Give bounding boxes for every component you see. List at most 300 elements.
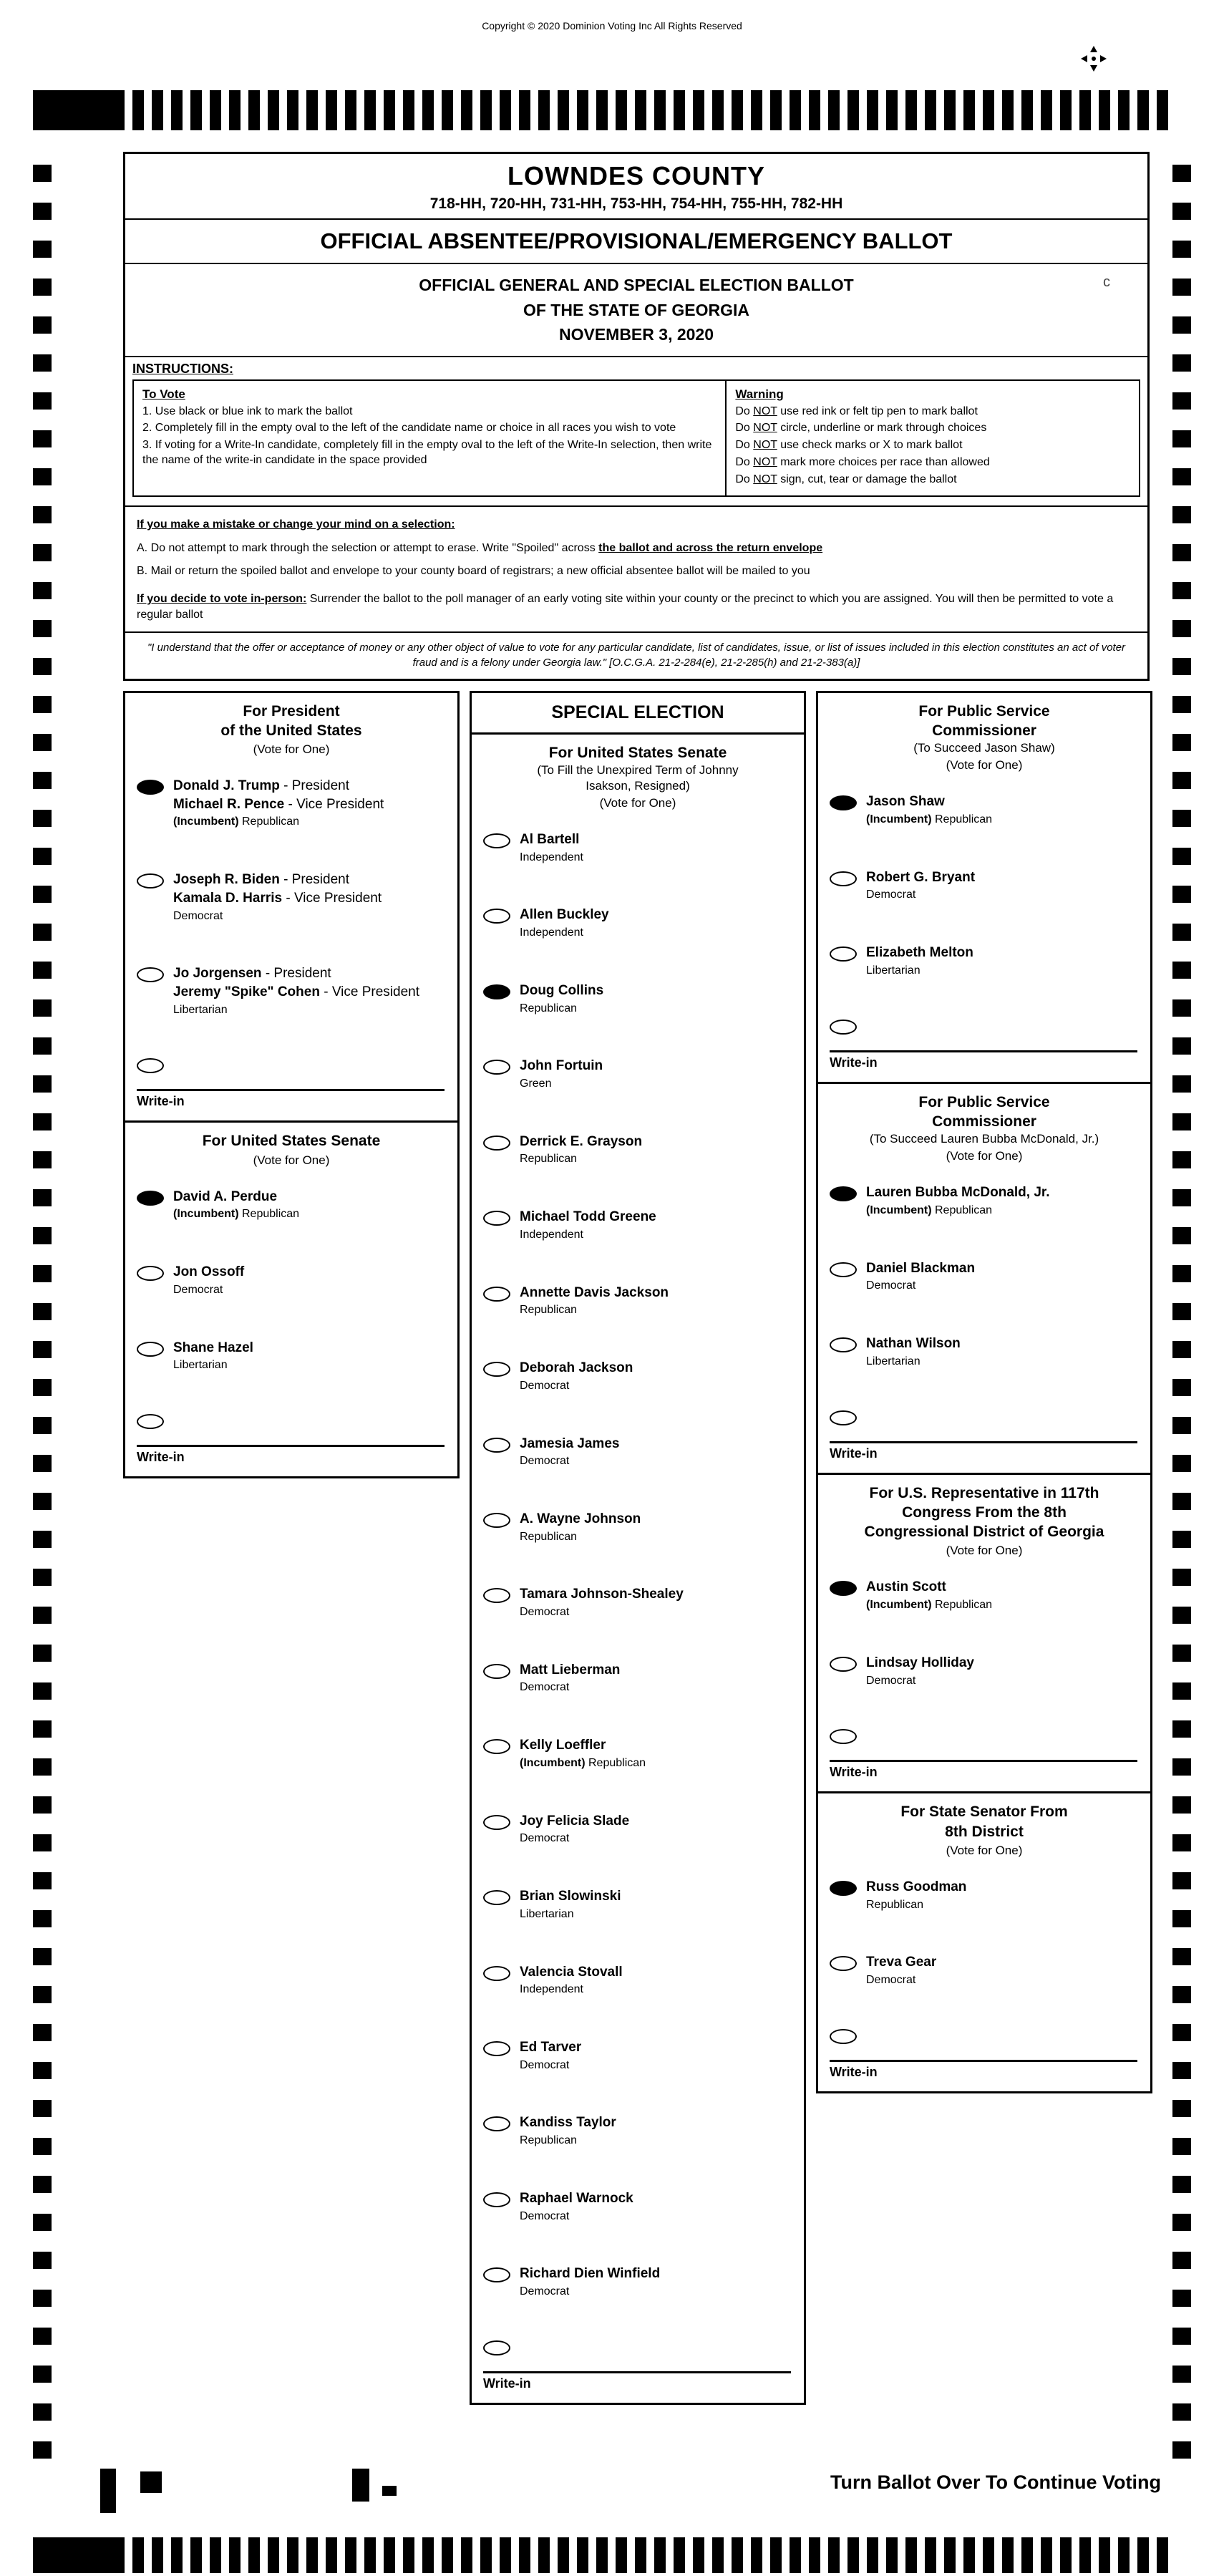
timing-mark <box>1118 2537 1130 2573</box>
timing-mark <box>33 1531 52 1548</box>
timing-mark <box>422 90 434 130</box>
candidate-oval[interactable] <box>830 946 857 962</box>
timing-mark <box>1172 544 1191 561</box>
timing-mark <box>1172 886 1191 903</box>
candidate-oval-filled[interactable] <box>830 1186 857 1201</box>
timing-mark <box>1172 354 1191 372</box>
candidate-oval[interactable] <box>483 1136 510 1151</box>
write-in-line[interactable] <box>830 1441 1137 1443</box>
timing-mark <box>33 2024 52 2041</box>
timing-mark <box>1172 2100 1191 2117</box>
candidate-name-line: Al Bartell <box>520 832 580 848</box>
timing-mark <box>152 2537 163 2573</box>
candidate-text <box>173 1188 299 1222</box>
timing-mark <box>944 2537 956 2573</box>
race-title-line: For United States Senate <box>548 744 727 761</box>
turn-ballot-over-text: Turn Ballot Over To Continue Voting <box>830 2471 1161 2493</box>
timing-mark <box>33 1417 52 1434</box>
candidate-option <box>830 868 1145 903</box>
candidate-party-line: Democrat <box>520 1379 570 1392</box>
candidate-option <box>137 1188 452 1222</box>
warning-title: Warning <box>735 387 784 401</box>
candidate-oval[interactable] <box>137 1266 164 1281</box>
timing-mark <box>558 2537 569 2573</box>
candidate-oval[interactable] <box>830 1262 857 1277</box>
timing-mark <box>1172 468 1191 485</box>
timing-mark <box>712 90 724 130</box>
candidate-name-line: Joseph R. Biden - President <box>173 872 350 888</box>
candidate-oval-filled[interactable] <box>830 1881 857 1896</box>
candidate-oval[interactable] <box>830 1337 857 1352</box>
candidate-text <box>866 1654 974 1688</box>
candidate-text <box>520 1736 646 1771</box>
timing-mark <box>558 90 569 130</box>
timing-mark <box>519 2537 530 2573</box>
timing-mark <box>33 1227 52 1244</box>
write-in-line[interactable] <box>483 2371 791 2373</box>
candidate-oval[interactable] <box>137 967 164 982</box>
candidate-text <box>520 1661 620 1695</box>
instructions-label: INSTRUCTIONS: <box>132 361 233 376</box>
registration-crosshair-icon <box>1079 44 1108 73</box>
candidate-oval-filled[interactable] <box>830 795 857 810</box>
timing-mark <box>306 2537 318 2573</box>
races-area <box>123 691 1150 2405</box>
timing-mark <box>132 2537 144 2573</box>
candidate-name-line: Jo Jorgensen - President <box>173 966 331 982</box>
timing-mark <box>33 1758 52 1776</box>
candidate-oval[interactable] <box>483 2267 510 2282</box>
candidate-oval[interactable] <box>830 1657 857 1672</box>
race-box <box>123 1120 460 1478</box>
timing-mark <box>33 620 52 637</box>
warning-item: Do NOT circle, underline or mark through choices <box>735 422 987 435</box>
candidate-text <box>866 1259 975 1294</box>
candidate-name-line: Matt Lieberman <box>520 1662 621 1677</box>
candidate-party-line: Democrat <box>520 2209 570 2222</box>
candidate-oval[interactable] <box>483 1739 510 1754</box>
candidate-oval[interactable] <box>483 1060 510 1075</box>
candidate-oval[interactable] <box>483 1588 510 1603</box>
timing-mark <box>210 90 221 130</box>
race-title-line: Congress From the 8th <box>902 1504 1067 1521</box>
timing-mark <box>1137 90 1149 130</box>
timing-mark <box>963 2537 975 2573</box>
timing-mark <box>364 2537 376 2573</box>
timing-mark <box>33 316 52 334</box>
candidate-oval-filled[interactable] <box>830 1581 857 1596</box>
timing-mark <box>732 90 743 130</box>
candidate-text <box>520 1208 656 1242</box>
candidate-oval-filled[interactable] <box>137 1191 164 1206</box>
to-vote-cell <box>134 381 727 495</box>
timing-mark <box>33 1151 52 1168</box>
timing-mark <box>33 392 52 410</box>
ballot-title: OFFICIAL ABSENTEE/PROVISIONAL/EMERGENCY BALLOT <box>125 218 1147 263</box>
timing-mark <box>33 886 52 903</box>
candidate-party-line: Independent <box>520 1983 583 1996</box>
candidate-name-line: Derrick E. Grayson <box>520 1133 643 1149</box>
candidate-name-line: Jason Shaw <box>866 794 945 810</box>
instructions-section <box>125 356 1147 505</box>
candidate-name-line: Kelly Loeffler <box>520 1738 606 1753</box>
candidate-text <box>173 777 384 830</box>
timing-mark <box>33 2328 52 2345</box>
candidate-name-line: Austin Scott <box>866 1579 946 1595</box>
candidate-oval[interactable] <box>483 1966 510 1981</box>
timing-mark <box>538 2537 550 2573</box>
candidate-name-line: Raphael Warnock <box>520 2190 633 2206</box>
candidate-party-line: Democrat <box>866 888 916 901</box>
ballot-column-1 <box>123 691 460 1478</box>
ballot-content <box>123 152 1150 2405</box>
timing-mark <box>33 2138 52 2155</box>
timing-mark <box>1172 241 1191 258</box>
write-in-oval-row <box>137 1414 446 1429</box>
timing-mark <box>1172 165 1191 182</box>
timing-mark <box>1172 1910 1191 1927</box>
timing-mark <box>1172 1417 1191 1434</box>
candidate-party-line: Libertarian <box>173 1003 228 1016</box>
candidate-oval[interactable] <box>483 1664 510 1679</box>
timing-mark <box>480 2537 492 2573</box>
race-header <box>818 1084 1150 1170</box>
election-title-section <box>125 263 1147 356</box>
timing-mark <box>210 2537 221 2573</box>
candidate-party-line: Republican <box>520 2134 578 2147</box>
timing-mark <box>1172 2290 1191 2307</box>
write-in-oval[interactable] <box>830 1020 857 1035</box>
timing-mark <box>1172 1037 1191 1055</box>
candidate-text <box>520 982 603 1016</box>
candidate-text <box>520 2265 660 2299</box>
candidate-name-line: Donald J. Trump - President <box>173 778 350 794</box>
write-in-section <box>818 1729 1150 1791</box>
timing-mark <box>33 2252 52 2269</box>
election-title-line: NOVEMBER 3, 2020 <box>558 325 714 344</box>
timing-mark <box>33 90 125 130</box>
candidate-name-line: Ed Tarver <box>520 2040 582 2056</box>
candidate-oval[interactable] <box>137 1342 164 1357</box>
write-in-line[interactable] <box>830 2060 1137 2062</box>
mistake-section <box>125 505 1147 631</box>
race-box <box>816 1473 1152 1794</box>
candidate-text <box>866 1953 936 1987</box>
race-subtitle-line: (To Succeed Lauren Bubba McDonald, Jr.) <box>869 1132 1099 1146</box>
timing-mark <box>171 90 183 130</box>
timing-mark <box>384 90 395 130</box>
timing-mark <box>306 90 318 130</box>
timing-mark <box>33 279 52 296</box>
candidate-oval-filled[interactable] <box>137 780 164 795</box>
candidate-oval[interactable] <box>483 2192 510 2207</box>
candidate-oval[interactable] <box>483 833 510 848</box>
timing-mark <box>1172 2328 1191 2345</box>
candidate-party-line: (Incumbent) Republican <box>520 1756 646 1769</box>
write-in-label: Write-in <box>830 2064 878 2079</box>
candidate-text <box>520 2038 581 2073</box>
candidate-party-line: Independent <box>520 926 583 939</box>
timing-mark <box>1172 848 1191 865</box>
timing-mark <box>33 165 52 182</box>
timing-mark <box>1172 1645 1191 1662</box>
timing-mark <box>171 2537 183 2573</box>
candidate-oval[interactable] <box>483 1287 510 1302</box>
orientation-mark <box>352 2469 369 2502</box>
candidate-text <box>520 1585 684 1619</box>
timing-mark <box>33 2290 52 2307</box>
candidate-oval[interactable] <box>830 1956 857 1971</box>
warning-item: Do NOT use red ink or felt tip pen to mark ballot <box>735 405 978 417</box>
timing-mark <box>403 90 414 130</box>
candidate-party-line: Democrat <box>520 1681 570 1694</box>
candidate-list <box>125 762 457 1017</box>
timing-mark <box>1172 1227 1191 1244</box>
timing-mark <box>1172 924 1191 941</box>
candidate-option <box>483 1359 798 1393</box>
candidate-option <box>137 964 452 1017</box>
timing-mark <box>1172 1607 1191 1624</box>
candidate-party-line: Democrat <box>173 909 223 922</box>
timing-mark <box>847 90 859 130</box>
timing-mark <box>1137 2537 1149 2573</box>
timing-mark <box>33 1720 52 1738</box>
timing-marks-right <box>1172 165 1191 2479</box>
candidate-party-line: Democrat <box>520 1832 570 1845</box>
timing-mark <box>33 2062 52 2079</box>
write-in-section <box>125 1414 457 1476</box>
orientation-mark <box>100 2469 116 2513</box>
write-in-oval[interactable] <box>830 1410 857 1425</box>
candidate-oval[interactable] <box>483 2116 510 2131</box>
in-person-paragraph: If you decide to vote in-person: Surrender the ballot to the poll manager of an early voting site within your county or the precinct to which you are assigned. You will then be permitted to vote a regular ballot <box>137 593 1114 621</box>
candidate-text <box>866 1183 1050 1218</box>
candidate-name-line: Lindsay Holliday <box>866 1655 974 1670</box>
timing-mark <box>33 1872 52 1889</box>
race-header <box>125 1123 457 1173</box>
timing-mark <box>480 90 492 130</box>
race-box <box>123 691 460 1123</box>
timing-mark <box>886 2537 898 2573</box>
vote-for-label: (Vote for One) <box>253 1153 330 1167</box>
candidate-name-line: Elizabeth Melton <box>866 945 973 961</box>
candidate-party-line: Independent <box>520 1228 583 1241</box>
timing-mark <box>33 2366 52 2383</box>
candidate-name-line: Daniel Blackman <box>866 1260 976 1276</box>
candidate-text <box>866 944 973 978</box>
timing-mark <box>1172 658 1191 675</box>
candidate-party-line: Democrat <box>173 1283 223 1296</box>
write-in-line[interactable] <box>830 1760 1137 1762</box>
timing-marks-top <box>33 90 1194 130</box>
timing-mark <box>33 734 52 751</box>
timing-mark <box>867 90 878 130</box>
candidate-oval[interactable] <box>483 1362 510 1377</box>
candidate-text <box>520 1359 633 1393</box>
candidate-option <box>483 2265 798 2299</box>
timing-mark <box>1172 999 1191 1017</box>
candidate-option <box>483 2038 798 2073</box>
timing-mark <box>461 2537 472 2573</box>
candidate-oval[interactable] <box>483 909 510 924</box>
warning-item: Do NOT mark more choices per race than allowed <box>735 455 990 468</box>
timing-mark <box>1172 1341 1191 1358</box>
race-header <box>818 693 1150 779</box>
candidate-name-line: Valencia Stovall <box>520 1964 623 1980</box>
timing-mark <box>790 90 801 130</box>
warning-cell <box>727 381 1139 495</box>
timing-mark <box>1172 392 1191 410</box>
write-in-oval[interactable] <box>483 2340 510 2355</box>
timing-mark <box>33 2403 52 2421</box>
timing-mark <box>33 1986 52 2003</box>
timing-mark <box>33 241 52 258</box>
write-in-label: Write-in <box>137 1449 185 1464</box>
timing-mark <box>442 2537 453 2573</box>
timing-mark <box>326 90 337 130</box>
mistake-item-a: A. Do not attempt to mark through the selection or attempt to erase. Write "Spoiled" across the ballot and across the return envelope <box>137 542 823 555</box>
warning-item: Do NOT sign, cut, tear or damage the ballot <box>735 473 957 485</box>
timing-mark <box>1172 2366 1191 2383</box>
timing-mark <box>248 90 260 130</box>
timing-mark <box>33 203 52 220</box>
write-in-label: Write-in <box>830 1055 878 1070</box>
timing-mark <box>33 1379 52 1396</box>
orientation-mark <box>140 2471 162 2493</box>
write-in-oval[interactable] <box>137 1058 164 1073</box>
timing-mark <box>403 2537 414 2573</box>
candidate-oval[interactable] <box>483 1211 510 1226</box>
write-in-section <box>818 1410 1150 1473</box>
timing-mark <box>1172 2138 1191 2155</box>
candidate-option <box>483 1133 798 1167</box>
candidate-option <box>483 2189 798 2224</box>
timing-mark <box>33 1796 52 1814</box>
timing-mark <box>596 90 608 130</box>
timing-mark <box>33 658 52 675</box>
timing-mark <box>1172 2252 1191 2269</box>
candidate-name-line: Lauren Bubba McDonald, Jr. <box>866 1185 1050 1201</box>
timing-mark <box>1172 1075 1191 1093</box>
timing-mark <box>1172 810 1191 827</box>
candidate-party-line: Democrat <box>866 1279 916 1292</box>
timing-mark <box>1157 2537 1168 2573</box>
timing-mark <box>809 2537 820 2573</box>
write-in-oval[interactable] <box>830 1729 857 1744</box>
candidate-option <box>830 1654 1145 1688</box>
ballot-column-3 <box>816 691 1152 2093</box>
timing-mark <box>268 2537 279 2573</box>
write-in-oval[interactable] <box>830 2029 857 2044</box>
race-title-line: Commissioner <box>932 1113 1036 1130</box>
candidate-name-line: Kamala D. Harris - Vice President <box>173 890 382 906</box>
county-section <box>125 154 1147 218</box>
timing-mark <box>963 90 975 130</box>
candidate-option <box>830 1259 1145 1294</box>
timing-marks-left <box>33 165 52 2479</box>
timing-mark <box>1041 90 1052 130</box>
candidate-text <box>520 1812 629 1846</box>
race-title-line: Congressional District of Georgia <box>864 1524 1104 1541</box>
candidate-oval[interactable] <box>483 1815 510 1830</box>
write-in-line[interactable] <box>830 1050 1137 1052</box>
candidate-text <box>520 1284 669 1318</box>
timing-mark <box>461 90 472 130</box>
race-header <box>818 1793 1150 1864</box>
candidate-oval[interactable] <box>483 1890 510 1905</box>
timing-mark <box>33 1189 52 1206</box>
write-in-oval-row <box>137 1058 446 1073</box>
timing-mark <box>1172 2441 1191 2459</box>
timing-mark <box>1079 2537 1091 2573</box>
to-vote-item: 3. If voting for a Write-In candidate, completely fill in the empty oval to the left of the Write-In selection, then write the name of the write-in candidate in the space provided <box>142 439 712 466</box>
candidate-oval[interactable] <box>830 871 857 886</box>
candidate-text <box>520 906 609 940</box>
race-subtitle-line: (To Fill the Unexpired Term of Johnny <box>537 762 739 777</box>
timing-mark <box>983 90 994 130</box>
candidate-oval[interactable] <box>483 1438 510 1453</box>
timing-mark <box>33 506 52 523</box>
candidate-text <box>520 1887 621 1922</box>
candidate-name-line: Kandiss Taylor <box>520 2115 616 2131</box>
timing-mark <box>674 90 685 130</box>
warning-list <box>735 405 1130 488</box>
timing-mark <box>654 90 666 130</box>
timing-mark <box>1172 279 1191 296</box>
candidate-name-line: Brian Slowinski <box>520 1889 621 1904</box>
candidate-option <box>483 2113 798 2148</box>
write-in-oval-row <box>830 1410 1139 1425</box>
timing-mark <box>828 2537 840 2573</box>
write-in-oval-row <box>830 2029 1139 2044</box>
timing-mark <box>287 2537 298 2573</box>
candidate-option <box>483 1585 798 1619</box>
candidate-text <box>866 793 992 827</box>
timing-mark <box>1172 1493 1191 1510</box>
candidate-party-line: Libertarian <box>173 1359 228 1372</box>
timing-mark <box>33 772 52 789</box>
timing-mark <box>1157 90 1168 130</box>
candidate-name-line: Russ Goodman <box>866 1879 967 1894</box>
candidate-oval-filled[interactable] <box>483 984 510 999</box>
candidate-name-line: Robert G. Bryant <box>866 869 976 885</box>
timing-mark <box>1172 1682 1191 1700</box>
write-in-oval[interactable] <box>137 1414 164 1429</box>
candidate-list <box>472 816 804 2300</box>
timing-mark <box>1021 90 1033 130</box>
candidate-option <box>483 1661 798 1695</box>
candidate-party-line: Democrat <box>520 1606 570 1619</box>
candidate-name-line: Jon Ossoff <box>173 1264 245 1280</box>
timing-mark <box>983 2537 994 2573</box>
candidate-text <box>173 871 382 924</box>
write-in-line[interactable] <box>137 1445 445 1447</box>
candidate-oval[interactable] <box>137 873 164 888</box>
write-in-line[interactable] <box>137 1089 445 1091</box>
timing-mark <box>1172 962 1191 979</box>
timing-mark <box>190 90 202 130</box>
timing-mark <box>132 90 144 130</box>
timing-mark <box>384 2537 395 2573</box>
timing-mark <box>1172 1113 1191 1130</box>
candidate-oval[interactable] <box>483 2041 510 2056</box>
timing-mark <box>751 2537 762 2573</box>
candidate-oval[interactable] <box>483 1513 510 1528</box>
print-artifact: c <box>1103 274 1110 290</box>
candidate-option <box>483 1208 798 1242</box>
orientation-mark <box>382 2486 397 2496</box>
timing-mark <box>635 2537 646 2573</box>
